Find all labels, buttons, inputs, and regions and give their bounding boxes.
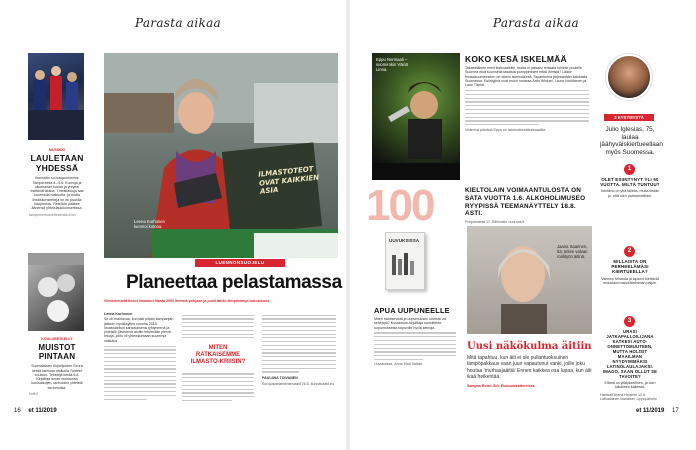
- childhood-link[interactable]: finlit.fi: [29, 392, 39, 397]
- festival-link[interactable]: Viidennä päivänä Eppu on iskelmäkesäfestivaalilla.: [465, 128, 547, 133]
- festival-photo: [372, 53, 460, 180]
- music-kicker: MUSIIKKI: [48, 148, 66, 152]
- film-title: Uusi näkökulma äitiin: [467, 341, 592, 352]
- interview-intro-block: [600, 126, 663, 156]
- answer-2-text: Vaimoni Miranda ja lapseni kiertävät mukanani mahdollisimman paljon.: [601, 276, 659, 285]
- actress-illustration: [467, 226, 592, 334]
- book-cover: [385, 232, 425, 290]
- question-1-text: OLET ESIINTYNYT YLI 50 VUOTTA. MILTÄ TUNTUU?: [600, 177, 660, 188]
- question-3: [600, 329, 660, 401]
- main-col-2: [182, 312, 254, 401]
- main-pull-quote: MITEN RATKAISEMME ILMASTO-KRIISIN?: [190, 345, 246, 366]
- question-2-badge: 2: [624, 246, 635, 257]
- festival-block: [465, 54, 589, 133]
- festival-body: Takaeeläinen mieli festivaaleille, mutta ei jaksaisi reissata toiselle puolelle Suomea eikä kuunnella tasaista pomppimisen eitää ihmisiä? Lääke festarikuumeeseen on oikein iskelmäkesä. Tapahtumia järjestetään kaikkialla Suomessa. Esiintyjinä ovat muun muassa Arttu Wiskari, Laura Voutilainen ja Lauri Tähkä.: [465, 66, 588, 88]
- book-cover-title: UUVUKSISSA: [389, 238, 420, 243]
- main-col-3: [262, 312, 336, 386]
- film-body: Mitä tapahtuu, kun äiti ei ole pullantuoksuinen lämpöpakkaus vaan juuri vapautunut vanki, joille joku houtaa 'murhaajaäitiä' Ennen kaikkea osa lupaa, kun äiti ikää heikentää.: [467, 355, 592, 381]
- stat-title: KIELTOLAIN VOIMAANTULOSTA ON SATA VUOTTA 1.6. ALKOHOLIMUSEO RYYPISSÄ TEEMANÄYTTELY 18.8. ASTI.: [465, 187, 586, 218]
- protest-sign-text: ILMASTOTEOT OVAT KAIKKIEN ASIA: [257, 165, 320, 196]
- music-block: [29, 148, 85, 217]
- question-1: [600, 177, 660, 198]
- choir-photo: [28, 53, 84, 140]
- childhood-body: Suomalaisen Kirjailijoiden Seura kerää tarinoita otsikolla Tunteet kouluun. Tekstejä kerää 6.8. Kirjoittaa oman muistonsa kouluaikojen, tarinoiden yhteistä kertomusta.: [31, 364, 83, 390]
- singer-illustration: [372, 53, 460, 180]
- page-number-right-value: 17: [672, 408, 679, 414]
- film-link[interactable]: Sampsa Rotal: Äiti. Elokuvateattereissa.: [467, 383, 536, 388]
- stat-number: 100: [366, 181, 434, 230]
- issue-right: et 11/2019: [636, 408, 665, 414]
- interview-label: 3 KYSYMYSTÄ: [604, 114, 654, 121]
- main-body: Se oli mahtavaa, kun taki pitkän kampanjan jälkeen hyväksyttiin vuonna 2015. Ilmastokriisin kansalaisena ryhtyneenä ja yhteisön jäsenenä aloitin tekemään pieniä tekoja, joilla oli yhteiskuntaan suurempi vaikutus.: [104, 317, 174, 343]
- childhood-kicker: KOULURETKELLY: [41, 337, 73, 341]
- protester-photo: [104, 53, 338, 258]
- protester-caption: Leena Korhonen luennoi kotona.: [134, 219, 165, 229]
- answer-3-text: Elämä on yllätyksellinen, ja olen kiitollinen kaikesta.: [604, 381, 656, 390]
- page-gutter: [346, 0, 350, 450]
- main-article-title: Planeettaa pelastamassa: [126, 272, 342, 293]
- festival-caption: Eppu Normaali – suomirokin Väinö Linna.: [376, 57, 409, 72]
- book-link[interactable]: Uuvuksissa, Anne-Mari Sahari.: [374, 362, 424, 367]
- actress-photo: [467, 226, 592, 334]
- actress-caption: Jaana Saarinen, 63, tekee valvan roolityön äitinä.: [557, 244, 588, 259]
- music-link[interactable]: tampereensavelfestivals.fi/en/: [29, 212, 77, 217]
- choir-illustration: [28, 53, 84, 140]
- question-3-text: URASI JATKAPALLOILIJANA KATKESI AUTO-ONNETTOMUUTEEN, MUTTA HOLISIT MAAILMAN NYYDYIMMÄKSI LATINOLAULAJAKSI. IMAGO, SAAN OLLUT SE TAVOITE?: [602, 329, 658, 379]
- book-block: [374, 306, 456, 366]
- section-title-right: Parasta aikaa: [493, 16, 580, 30]
- answer-1-text: Intohimo on yhä tallella, mutta tiedän jo, että olen parhaimmillani.: [600, 189, 660, 198]
- luennonsuojelu-label: LUENNONSUOJELU: [195, 259, 285, 267]
- stat-block: [465, 187, 591, 224]
- childhood-block: [29, 337, 85, 396]
- page-number-left-value: 16: [14, 408, 21, 414]
- childhood-title: MUISTOT PINTAAN: [38, 343, 76, 362]
- book-body: Miten häiritsevistä ja uupumuksen oireista voi selviytyä? Kustannus-kirjoittaja suosittelee uupumuksesta toipuville hyviä keinoja.: [374, 317, 447, 330]
- page-number-left: [14, 408, 57, 414]
- children-photo: [28, 253, 84, 331]
- main-signature: PAULIINA TOIVANEN: [262, 375, 298, 380]
- julio-portrait: [606, 54, 652, 100]
- question-2-text: MILLAISTA ON PERHEELÄMÄSI KIERTUEELLA?: [611, 259, 649, 275]
- stat-link[interactable]: Pohjoisranta 17, Riihimäki. nuoruus.fi: [465, 220, 525, 225]
- book-title: APUA UUPUNEELLE: [374, 306, 450, 315]
- issue-left: et 11/2019: [28, 408, 57, 414]
- main-article-body: [104, 299, 336, 303]
- interview-intro: Julio Iglesias, 75, laulaa jäähyväiskiertueellaan myös Suomessa.: [600, 126, 663, 156]
- interview-link[interactable]: Hartwall Arena Helsinki 12.6. Latinalainen iltanaiset, Lippupalvelu: [600, 392, 657, 401]
- page-number-right: [636, 408, 679, 414]
- music-title: LAULETAAN YHDESSÄ: [30, 153, 84, 173]
- question-1-badge: 1: [624, 164, 635, 175]
- book-cover-art: [386, 249, 425, 289]
- main-link[interactable]: Europaparlamentinvaalit 26.5. kunnavaalit.eu: [262, 381, 334, 386]
- question-2: [600, 259, 660, 285]
- main-author: Leena Korhonen: [104, 312, 133, 316]
- film-block: [467, 341, 593, 388]
- section-title-left: Parasta aikaa: [135, 16, 222, 30]
- question-3-badge: 3: [624, 316, 635, 327]
- main-intro: Viimeisimmät tiedot ilmaston tilasta 2000 ihmistä pohjaan ja puoli tähän lämpimämpi tulevaisuus.: [104, 299, 271, 303]
- festival-title: KOKO KESÄ ISKELMÄÄ: [465, 54, 567, 64]
- main-col-1: [104, 312, 176, 400]
- music-body: Ihmisään soi kaupunkimme Tampereella 4.–9.6. Kuoroja ja ulkomaiset kuorot ja yhtyeet esittävät laulua. Yhteislauluja saa kuunnella maksutta, ja mutta ilmaiskonsertteja on eri puolilla kaupunkia. Yleisökin pääsee äänensä yhteislaulukonsertissa.: [30, 176, 84, 211]
- children-illustration: [28, 253, 84, 331]
